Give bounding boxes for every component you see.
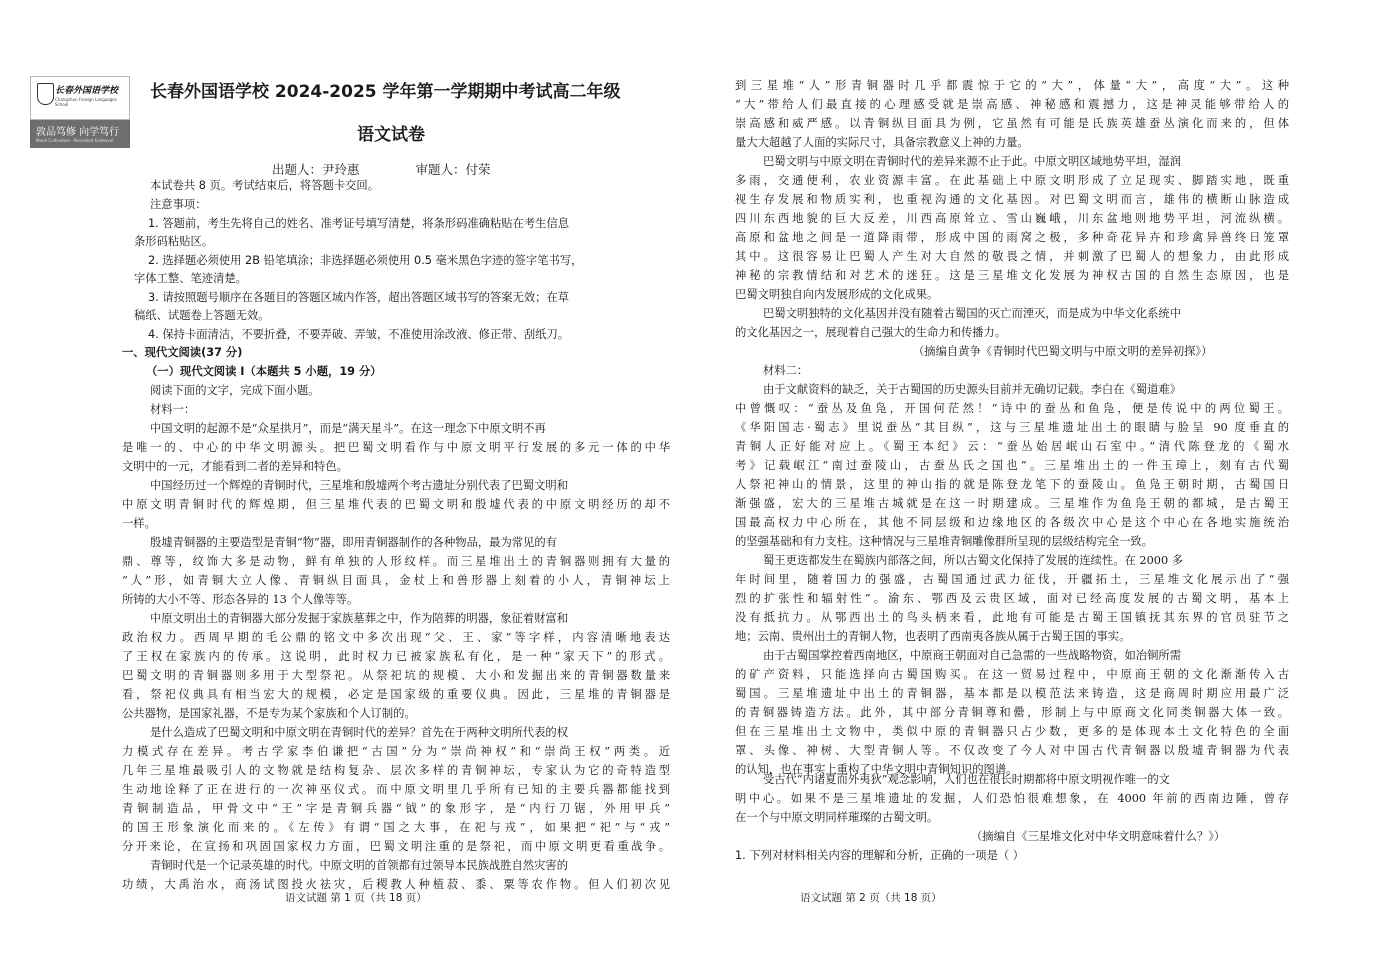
right-text-line: 在一个与中原文明同样璀璨的古蜀文明。 [735, 811, 939, 824]
left-text-line: （一）现代文阅读 I（本题共 5 小题，19 分） [146, 365, 382, 378]
left-text-line: 是什么造成了巴蜀文明和中原文明在青铜时代的差异？首先在于两种文明所代表的权 [150, 726, 568, 739]
right-text-line: 巴蜀文明与中原文明在青铜时代的差异来源不止于此。中原文明区域地势平坦，湿润 [763, 155, 1181, 168]
left-text-line: 稿纸、试题卷上答题无效。 [134, 309, 270, 322]
left-text-line: 青铜制造品，甲骨文中“王”字是青铜兵器“钺”的象形字，是“内行刀锯，外用甲兵” [122, 802, 670, 815]
right-text-line: 中曾慨叹：“蚕丛及鱼凫，开国何茫然！”诗中的蚕丛和鱼凫，便是传说中的两位蜀王。 [735, 402, 1289, 415]
left-text-line: 是唯一的、中心的中华文明源头。把巴蜀文明看作与中原文明平行发展的多元一体的中华 [122, 441, 670, 454]
left-text-line: 鼎、尊等，纹饰大多是动物，鲜有单独的人形纹样。而三星堆出土的青铜器则拥有大量的 [122, 555, 670, 568]
right-text-line: 材料二： [763, 364, 809, 377]
left-text-line: 分开来论，在宣扬和巩固国家权力方面，巴蜀文明注重的是祭祀，而中原文明更看重战争。 [122, 840, 670, 853]
left-text-line: 中原文明青铜时代的辉煌期，但三星堆代表的巴蜀文明和殷墟代表的中原文明经历的却不 [122, 498, 670, 511]
left-text-line: 所铸的大小不等、形态各异的 13 个人像等等。 [122, 593, 359, 606]
right-text-line: 的坚强基础和有力支柱。这种情况与三星堆青铜雕像群所呈现的层级结构完全一致。 [735, 535, 1153, 548]
left-text-line: 中国经历过一个辉煌的青铜时代，三星堆和殷墟两个考古遗址分别代表了巴蜀文明和 [150, 479, 568, 492]
left-text-line: 生动地诠释了正在进行的一次神巫仪式。而中原文明里几乎所有已知的主要兵器都能找到 [122, 783, 670, 796]
right-text-line: 其中。这很容易让巴蜀人产生对大自然的敬畏之情，并刺激了巴蜀人的想象力，由此形成 [735, 250, 1289, 263]
exam-subtitle: 语文试卷 [357, 125, 425, 145]
left-text-line: 条形码粘贴区。 [134, 235, 214, 248]
right-text-line: 青铜人正好能对应上。《蜀王本纪》云：“蚕丛始居岷山石室中。”清代陈登龙的《蜀水 [735, 440, 1289, 453]
left-text-line: 本试卷共 8 页。考试结束后，将答题卡交回。 [150, 179, 380, 192]
right-text-line: 四川东西地貌的巨大反差，川西高原耸立、雪山巍峨，川东盆地则地势平坦，河流纵横。 [735, 212, 1289, 225]
exam-authors [272, 160, 491, 178]
right-text-line: “大”带给人们最直接的心理感受就是崇高感、神秘感和震撼力，这是神灵能够带给人的 [735, 98, 1289, 111]
left-text-line: 巴蜀文明的青铜器则多用于大型祭祀。从祭祀坑的规模、大小和发掘出来的青铜器数量来 [122, 669, 670, 682]
left-text-line: 功绩，大禹治水，商汤试图投火祛灾，后稷教人种植菽、黍、粟等农作物。但人们初次见 [122, 878, 670, 891]
left-text-line: 政治权力。西周早期的毛公鼎的铭文中多次出现“父、王、家”等字样，内容清晰地表达 [122, 631, 670, 644]
left-text-line: 注意事项： [150, 198, 207, 211]
left-text-line: 看，祭祀仪典具有相当宏大的规模，必定是国家级的重要仪典。因此，三星堆的青铜器是 [122, 688, 670, 701]
page-footer-right: 语文试题 第 2 页（共 18 页） [800, 892, 942, 904]
right-text-line: 神秘的宗教情结和对艺术的迷狂。这是三星堆文化发展为神权古国的自然生态原因，也是 [735, 269, 1289, 282]
right-text-line: 到三星堆“人”形青铜器时几乎都震惊于它的“大”，体量“大”，高度“大”。这种 [735, 79, 1289, 92]
right-text-line: 量大大超越了人面的实际尺寸，具备宗教意义上神的力量。 [735, 136, 1029, 149]
logo-header [30, 76, 130, 120]
right-text-line: 由于文献资料的缺乏，关于古蜀国的历史源头目前并无确切记载。李白在《蜀道难》 [763, 383, 1181, 396]
left-text-line: 中原文明出土的青铜器大部分发掘于家族墓葬之中，作为陪葬的明器，象征着财富和 [150, 612, 568, 625]
right-text-line: 没有抵抗力。从鄂西出土的鸟头柄来看，此地有可能是古蜀王国镇抚其东界的官员驻节之 [735, 611, 1289, 624]
right-text-line: 蜀国。三星堆遗址中出土的青铜器，基本都是以模范法来铸造，这是商周时期应用最广泛 [735, 687, 1289, 700]
right-text-line: 渐强盛，宏大的三星堆古城就是在这一时期建成。三星堆作为鱼凫王朝的都城，是古蜀王 [735, 497, 1289, 510]
right-text-line: 巴蜀文明独特的文化基因并没有随着古蜀国的灭亡而湮灭，而是成为中华文化系统中 [763, 307, 1181, 320]
right-text-line: 明中心。如果不是三星堆遗址的发掘，人们恐怕很难想象，在 4000 年前的西南边陲，曾存 [735, 792, 1289, 805]
logo-school-name-en: Changchun Foreign Languages School [55, 97, 117, 107]
left-text-line: 字体工整、笔迹清楚。 [134, 272, 247, 285]
right-text-line: 高原和盆地之间是一道降雨带，形成中国的雨窝之极，多种奇花异卉和珍禽异兽终日笼罩 [735, 231, 1289, 244]
right-text-line: 的矿产资料，只能选择向古蜀国购买。在这一贸易过程中，中原商王朝的文化渐渐传入古 [735, 668, 1289, 681]
page-footer-left: 语文试题 第 1 页（共 18 页） [285, 892, 427, 904]
right-text-line: 由于古蜀国掌控着西南地区，中原商王朝面对自己急需的一些战略物资，如冶铜所需 [763, 649, 1181, 662]
right-text-line: 1. 下列对材料相关内容的理解和分析，正确的一项是（ ） [735, 849, 1025, 862]
reviewer: 审题人：付荣 [415, 162, 491, 177]
left-text-line: 了王权在家族内的传承。这说明，此时权力已被家族私有化，是一种“家天下”的形式。 [122, 650, 670, 663]
left-text-line: 的国王形象演化而来的。《左传》有谓“国之大事，在祀与戎”，如果把“祀”与“戎” [122, 821, 670, 834]
right-text-line: 受古代“内诸夏而外夷狄”观念影响，人们也在很长时期都将中原文明视作唯一的文 [763, 773, 1170, 786]
right-text-line: 的认知，也在事实上重构了中华文明中青铜知识的图谱。 [735, 763, 1018, 776]
left-text-line: 阅读下面的文字，完成下面小题。 [150, 384, 320, 397]
right-text-line: 人祭祀神山的情景，这里的神山指的就是陈登龙笔下的蚕陵山。鱼凫王朝时期，古蜀国日 [735, 478, 1289, 491]
logo-motto-en: Moral Cultivation · Persistent Endeavor [36, 138, 114, 143]
right-text-line: 年时间里，随着国力的强盛，古蜀国通过武力征伐，开疆拓土，三星堆文化展示出了“强 [735, 573, 1289, 586]
left-text-line: 青铜时代是一个记录英雄的时代。中原文明的首领都有过领导本民族战胜自然灾害的 [150, 859, 568, 872]
right-text-line: （摘编自黄争《青铜时代巴蜀文明与中原文明的差异初探》） [913, 345, 1213, 358]
right-text-line: 《华阳国志·蜀志》里说蚕丛“其目纵”，这与三星堆遗址出土的眼睛与脸呈 90 度垂直的 [735, 421, 1289, 434]
left-text-line: 殷墟青铜器的主要造型是青铜“物”器，即用青铜器制作的各种物品，最为常见的有 [150, 536, 557, 549]
right-text-line: 崇高感和威严感。以青铜纵目面具为例，它虽然有可能是氏族英雄蚕丛演化而来的，但体 [735, 117, 1289, 130]
right-text-line: 但在三星堆出土文物中，类似中原的青铜器只占少数，更多的是体现本土文化特色的全面 [735, 725, 1289, 738]
left-text-line: 中国文明的起源不是“众星拱月”，而是“满天星斗”。在这一理念下中原文明不再 [150, 422, 546, 435]
left-text-line: 一、现代文阅读(37 分) [122, 346, 243, 359]
right-text-line: 罩、头像、神树、大型青铜人等。不仅改变了今人对中国古代青铜器以殷墟青铜器为代表 [735, 744, 1289, 757]
left-text-line: 一样。 [122, 517, 156, 530]
left-text-line: 2. 选择题必须使用 2B 铅笔填涂；非选择题必须使用 0.5 毫米黑色字迹的签字笔书写， [148, 254, 583, 267]
exam-title: 长春外国语学校 2024-2025 学年第一学期期中考试高二年级 [150, 82, 621, 102]
left-text-line: 文明中的一元，才能看到二者的差异和特色。 [122, 460, 348, 473]
author: 出题人：尹玲惠 [272, 162, 360, 177]
right-text-line: 地；云南、贵州出土的青铜人物，也表明了西南夷各族从属于古蜀王国的事实。 [735, 630, 1131, 643]
left-text-line: “人”形，如青铜大立人像、青铜纵目面具，金杖上和兽形器上刻着的小人，青铜神坛上 [122, 574, 670, 587]
right-text-line: 的青铜器铸造方法。此外，其中部分青铜尊和罍，形制上与中原商文化同类铜器大体一致。 [735, 706, 1289, 719]
right-text-line: 考》记载岷江“南过蚕陵山，古蚕丛氏之国也”。三星堆出土的一件玉璋上，刻有古代蜀 [735, 459, 1289, 472]
left-text-line: 公共器物，是国家礼器，不是专为某个家族和个人订制的。 [122, 707, 416, 720]
right-text-line: （摘编自《三星堆文化对中华文明意味着什么？》） [971, 830, 1226, 843]
school-crest-icon [37, 83, 54, 105]
right-text-line: 的文化基因之一，展现着自己强大的生命力和传播力。 [735, 326, 1007, 339]
left-text-line: 几年三星堆最吸引人的文物就是结构复杂、层次多样的青铜神坛，专家认为它的奇特造型 [122, 764, 670, 777]
logo-school-name: 长春外国语学校 [55, 86, 119, 96]
left-text-line: 3. 请按照题号顺序在各题目的答题区域内作答，超出答题区域书写的答案无效；在草 [148, 291, 570, 304]
school-logo [30, 76, 130, 148]
right-text-line: 多雨，交通便利，农业资源丰富。在此基础上中原文明形成了立足现实、脚踏实地，既重 [735, 174, 1289, 187]
right-text-line: 国最高权力中心所在，其他不同层级和边缘地区的各级次中心是这个中心在各地实施统治 [735, 516, 1289, 529]
left-text-line: 4. 保持卡面清洁，不要折叠，不要弄破、弄皱，不准使用涂改液、修正带、刮纸刀。 [148, 328, 570, 341]
right-text-line: 蜀王更迭都发生在蜀族内部落之间，所以古蜀文化保持了发展的连续性。在 2000 多 [763, 554, 1184, 567]
right-text-line: 巴蜀文明独自向内发展形成的文化成果。 [735, 288, 939, 301]
left-text-line: 1. 答题前，考生先将自己的姓名、准考证号填写清楚，将条形码准确粘贴在考生信息 [148, 217, 570, 230]
left-text-line: 力模式存在差异。考古学家李伯谦把“古国”分为“崇尚神权”和“崇尚王权”两类。近 [122, 745, 670, 758]
right-text-line: 视生存发展和物质实利，也重视沟通的文化基因。对巴蜀文明而言，雄伟的横断山脉造成 [735, 193, 1289, 206]
right-text-line: 烈的扩张性和辐射性”。渝东、鄂西及云贵区域，面对已经高度发展的古蜀文明，基本上 [735, 592, 1289, 605]
left-text-line: 材料一： [150, 403, 196, 416]
logo-motto: 敦品笃修 向学笃行 [36, 127, 120, 138]
